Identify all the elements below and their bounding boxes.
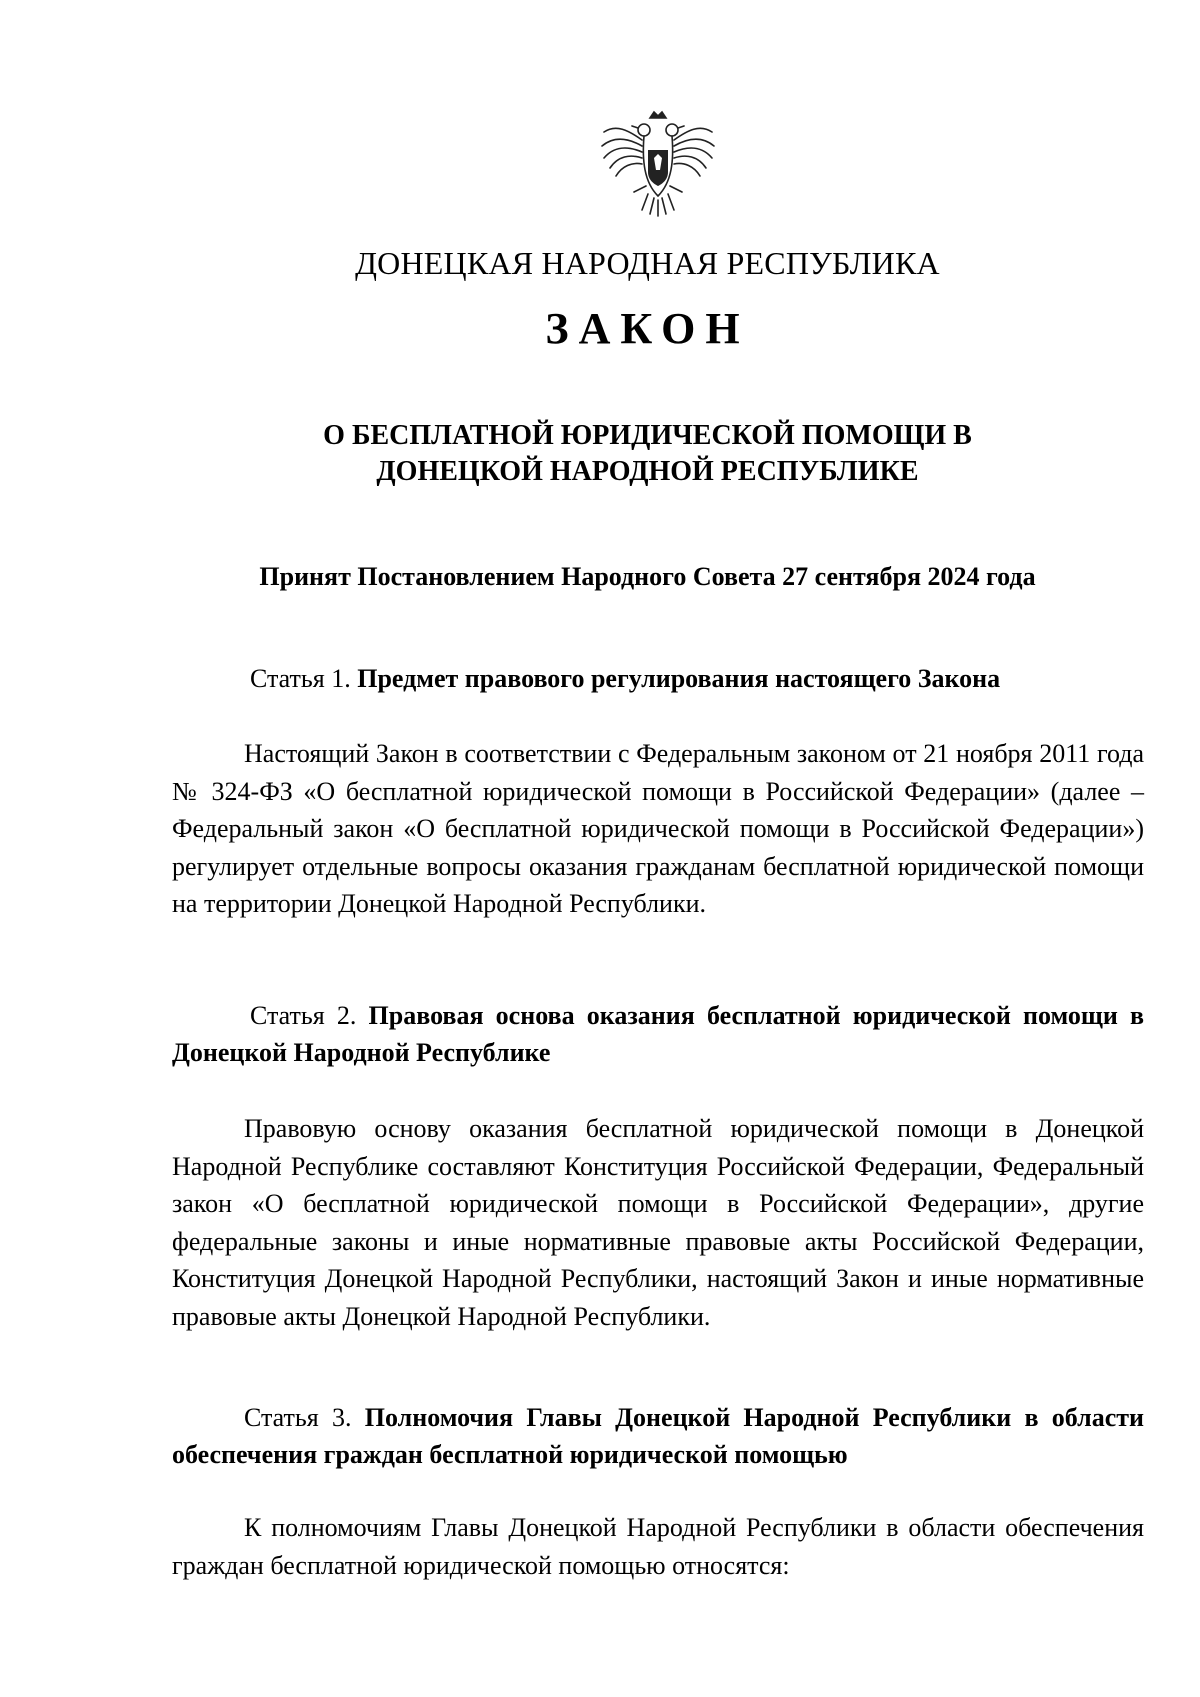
article-2-title: Правовая основа оказания бесплатной юридической помощи в Донецкой Народной Республике (172, 1001, 1145, 1067)
article-3-title: Полномочия Главы Донецкой Народной Республики в области обеспечения граждан бесплатной юридической помощью (172, 1403, 1144, 1469)
coat-of-arms-eagle-icon (598, 110, 718, 230)
article-3-text: К полномочиям Главы Донецкой Народной Республики в области обеспечения граждан бесплатной юридической помощью относятся: (172, 1513, 1144, 1580)
article-1-number: Статья 1. (250, 664, 351, 693)
article-3-heading (172, 1399, 1144, 1473)
document-type: ЗАКОН (545, 304, 750, 353)
article-2-text: Правовую основу оказания бесплатной юридической помощи в Донецкой Народной Республике составляют Конституция Российской Федерации, Федеральный закон «О бесплатной юридической помощи в Российской Федерации», другие федеральные законы и иные нормативные правовые акты Российской Федерации, Конституция Донецкой Народной Республики, настоящий Закон и иные нормативные правовые акты Донецкой Народной Республики. (172, 1114, 1144, 1331)
article-2-number: Статья 2. (250, 1001, 357, 1030)
article-3-number: Статья 3. (244, 1403, 352, 1432)
adoption-note: Принят Постановлением Народного Совета 27 сентября 2024 года (259, 562, 1036, 591)
law-title-line-2: ДОНЕЦКОЙ НАРОДНОЙ РЕСПУБЛИКЕ (376, 456, 919, 487)
article-2-heading (172, 997, 1144, 1071)
article-1-heading (172, 660, 1144, 697)
article-1-text: Настоящий Закон в соответствии с Федеральным законом от 21 ноября 2011 года № 324-ФЗ «О бесплатной юридической помощи в Российской Федерации» (далее – Федеральный закон «О бесплатной юридической помощи в Российской Федерации») регулирует отдельные вопросы оказания гражданам бесплатной юридической помощи на территории Донецкой Народной Республики. (172, 739, 1144, 918)
republic-name: ДОНЕЦКАЯ НАРОДНАЯ РЕСПУБЛИКА (355, 245, 940, 281)
law-title-line-1: О БЕСПЛАТНОЙ ЮРИДИЧЕСКОЙ ПОМОЩИ В (323, 420, 972, 451)
law-title (0, 418, 1200, 490)
article-1-title: Предмет правового регулирования настоящего Закона (357, 664, 1001, 693)
